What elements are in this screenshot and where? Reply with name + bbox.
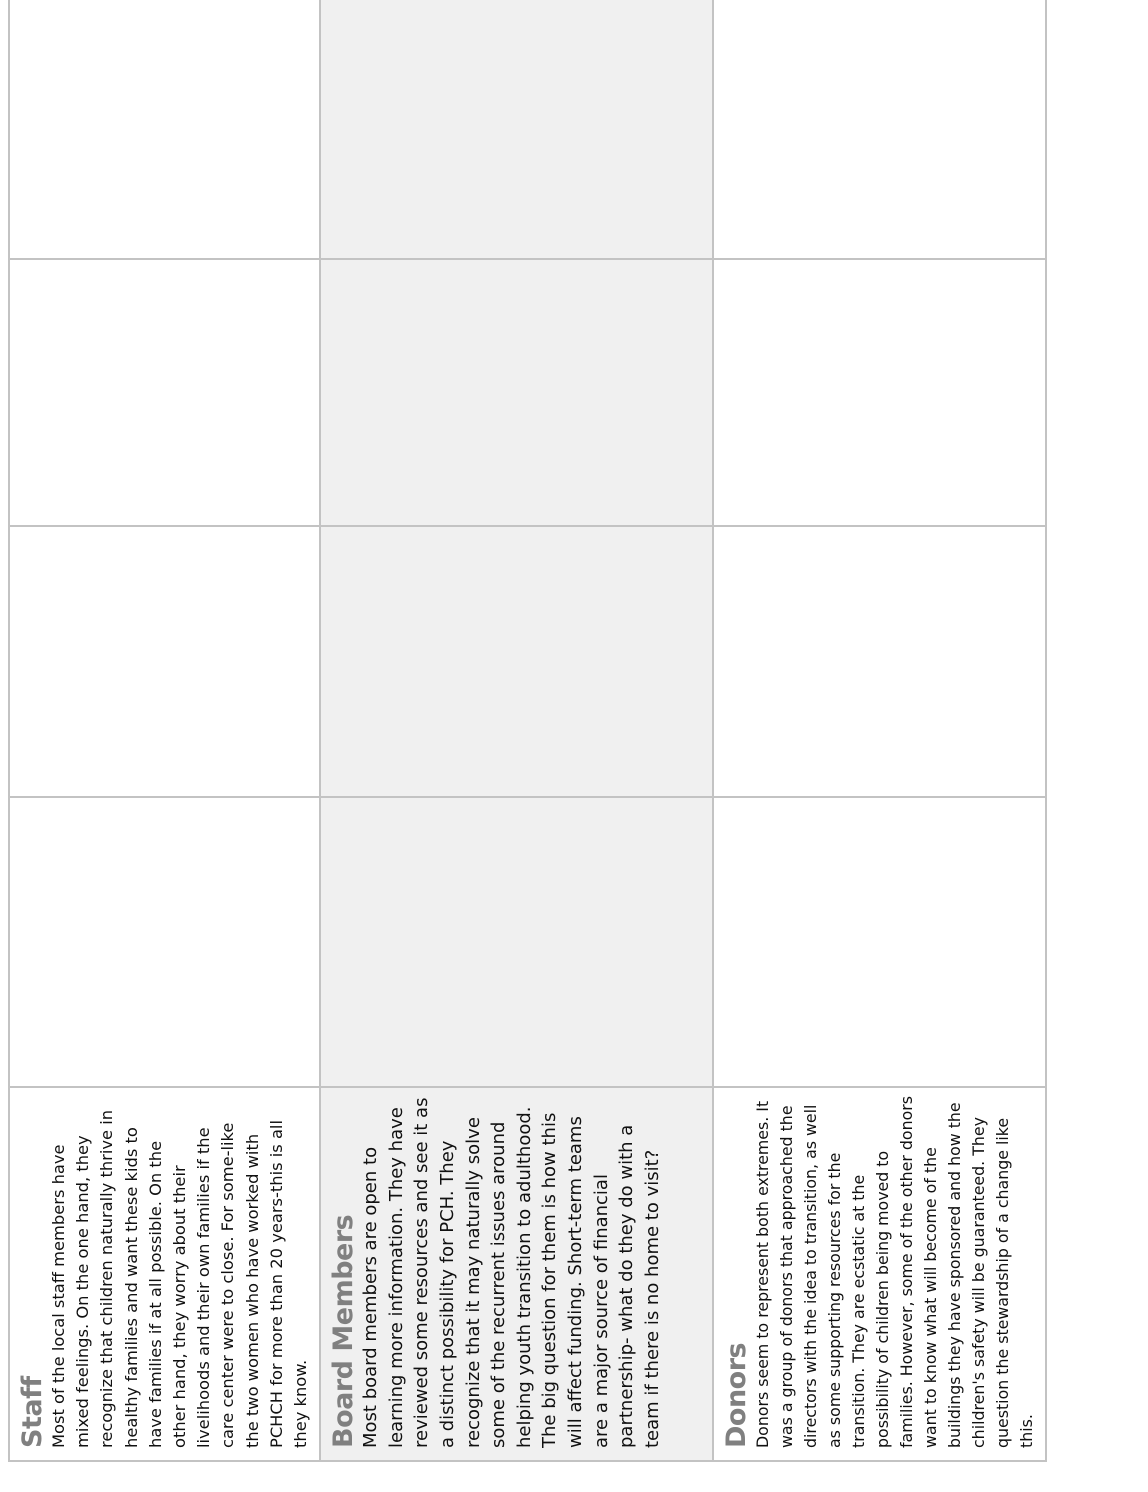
staff-cell-1[interactable] (9, 797, 320, 1087)
board-cell-4[interactable] (320, 0, 713, 259)
donors-cell-2[interactable] (713, 526, 1046, 797)
table-row-donors (713, 0, 1046, 1461)
board-cell-1[interactable] (320, 797, 713, 1087)
staff-cell-4[interactable] (9, 0, 320, 259)
donors-text: Donors seem to represent both extremes. It was a group of donors that approached the directors with the idea to transition, as well as some supporting resources for the transition. They are ecstatic at the possibility of children being moved to families. However, some of the other donors want to know what will become of the buildings they have sponsored and how the children's safety will be guaranteed. They question the stewardship of a change like this. (753, 1096, 1037, 1448)
stakeholder-sheet (8, 4, 1037, 1462)
staff-description-cell (9, 1087, 320, 1461)
donors-description-cell (713, 1087, 1046, 1461)
board-cell-2[interactable] (320, 526, 713, 797)
table-row-board-members (320, 0, 713, 1461)
donors-title: Donors (721, 1342, 753, 1448)
table-row-staff (9, 0, 320, 1461)
staff-cell-3[interactable] (9, 259, 320, 526)
board-text: Most board members are open to learning more information. They have reviewed some resources and see it as a distinct possibility for PCH. They recognize that it may naturally solve some of the recurrent issues around helping youth transition to adulthood. The big question for them is how this will affect funding. Short-term teams are a major source of financial partnership- what do they do with a team if there is no home to visit? (360, 1097, 663, 1448)
staff-title: Staff (17, 1376, 48, 1448)
donors-cell-4[interactable] (713, 0, 1046, 259)
staff-cell-2[interactable] (9, 526, 320, 797)
board-cell-3[interactable] (320, 259, 713, 526)
staff-text: Most of the local staff members have mixed feelings. On the one hand, they recognize that children naturally thrive in healthy families and want these kids to have families if at all possible. On the other hand, they worry about their livelihoods and their own families if the care center were to close. For some-like the two women who have worked with PCHCH for more than 20 years-this is all they know. (49, 1109, 311, 1448)
donors-cell-3[interactable] (713, 259, 1046, 526)
stakeholder-table (8, 0, 1047, 1462)
board-description-cell (320, 1087, 713, 1461)
donors-cell-1[interactable] (713, 797, 1046, 1087)
board-title: Board Members (328, 1214, 360, 1448)
